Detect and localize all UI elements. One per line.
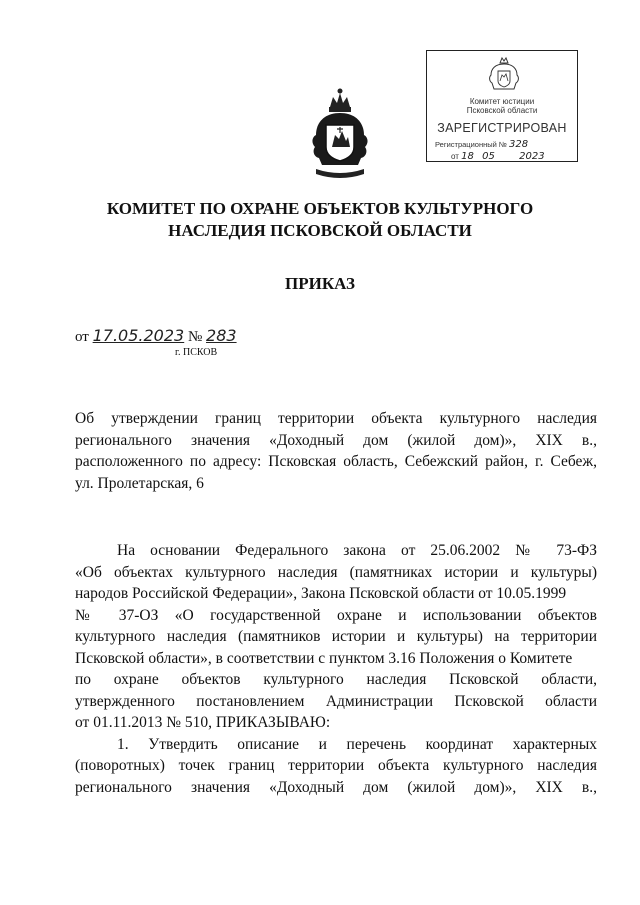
body-line: (поворотных) точек границ территории объекта культурного наследия: [75, 757, 597, 774]
body-line: культурного наследия (памятников истории и культуры) на территории: [75, 628, 597, 645]
body-line: народов Российской Федерации», Закона Псковской области от 10.05.1999: [75, 585, 567, 602]
stamp-authority-line1: Комитет юстиции: [469, 97, 535, 106]
order-date: 17.05.2023: [92, 326, 185, 345]
order-date-prefix: от: [75, 329, 89, 345]
body-line: регионального значения «Доходный дом (жилой дом)», XIX в.,: [75, 778, 597, 796]
stamp-reg-label: Регистрационный №: [435, 140, 507, 149]
body-line: № 37-ОЗ «О государственной охране и использовании объектов: [75, 606, 597, 624]
stamp-day: 18: [461, 151, 474, 162]
body-line: по охране объектов культурного наследия Псковской области,: [75, 671, 597, 688]
subject-line: Об утверждении границ территории объекта культурного наследия: [75, 410, 597, 427]
stamp-reg-line: [435, 139, 528, 150]
body-line: Псковской области», в соответствии с пунктом 3.16 Положения о Комитете: [75, 649, 573, 667]
committee-title-line1: КОМИТЕТ ПО ОХРАНЕ ОБЪЕКТОВ КУЛЬТУРНОГО: [106, 199, 534, 218]
body-line: 1. Утвердить описание и перечень координат характерных: [117, 735, 597, 753]
subject-line: ул. Пролетарская, 6: [75, 474, 204, 492]
order-body: [75, 540, 597, 798]
order-number-sign: №: [187, 329, 203, 345]
order-subject: [75, 408, 597, 494]
subject-line: регионального значения «Доходный дом (жилой дом)», XIX в.,: [75, 431, 597, 449]
body-line: от 01.11.2013 № 510, ПРИКАЗЫВАЮ:: [75, 714, 331, 731]
stamp-emblem-icon: [485, 55, 523, 95]
stamp-month: 05: [482, 151, 495, 162]
stamp-year: 2023: [519, 151, 545, 162]
committee-title-line2: НАСЛЕДИЯ ПСКОВСКОЙ ОБЛАСТИ: [168, 221, 472, 240]
order-number: 283: [206, 326, 237, 345]
stamp-date-line: [451, 151, 545, 162]
order-date-line: [75, 326, 237, 346]
subject-line: расположенного по адресу: Псковская область, Себежский район, г. Себеж,: [75, 453, 597, 470]
body-line: утвержденного постановлением Администрации Псковской области: [75, 692, 597, 710]
registration-stamp: [426, 50, 578, 162]
document-type: ПРИКАЗ: [285, 274, 355, 293]
stamp-reg-number: 328: [509, 139, 529, 150]
body-line: На основании Федерального закона от 25.06.2002 № 73-ФЗ: [117, 542, 597, 559]
stamp-authority-line2: Псковской области: [466, 106, 538, 115]
stamp-date-prefix: от: [451, 152, 459, 161]
coat-of-arms-icon: [306, 85, 374, 183]
order-city: г. ПСКОВ: [175, 347, 218, 358]
body-line: «Об объектах культурного наследия (памятниках истории и культуры): [75, 563, 597, 581]
stamp-status: ЗАРЕГИСТРИРОВАН: [437, 121, 567, 135]
